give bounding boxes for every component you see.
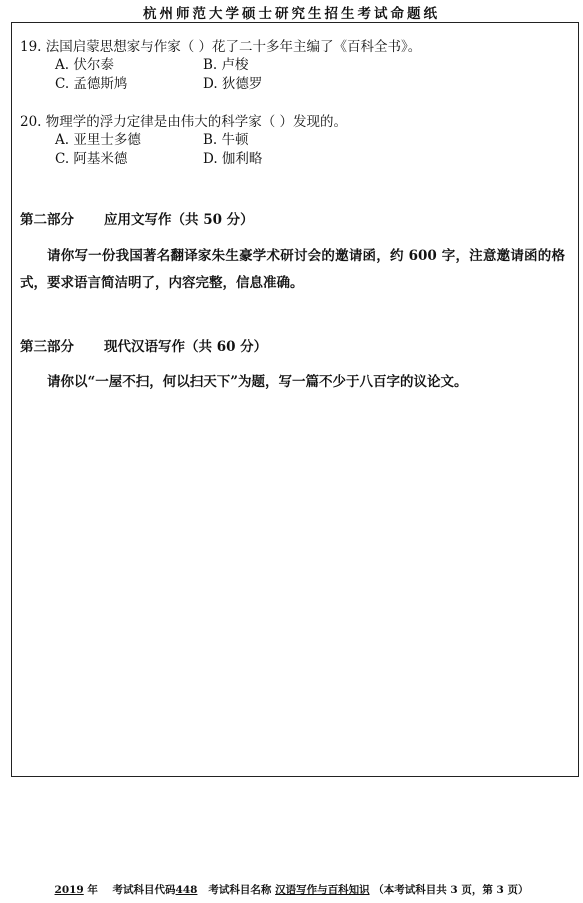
question-20-option-d: D. 伽利略: [203, 151, 263, 167]
section-2-title: 应用文写作（共 50 分）: [104, 212, 254, 228]
footer-year: 2019: [54, 884, 84, 896]
footer-name-label: 考试科目名称: [208, 884, 272, 896]
footer-year-label: 年: [87, 884, 98, 896]
question-19-stem: 19. 法国启蒙思想家与作家（ ）花了二十多年主编了《百科全书》。: [20, 39, 422, 55]
page-footer: [0, 882, 583, 897]
question-19-option-b: B. 卢梭: [203, 57, 249, 73]
footer-code: 448: [175, 884, 198, 896]
question-19-option-d: D. 狄德罗: [203, 76, 263, 92]
question-20-option-a: A. 亚里士多德: [55, 132, 141, 148]
footer-page-note: （本考试科目共 3 页，第 3 页）: [373, 884, 529, 896]
question-20-option-c: C. 阿基米德: [55, 151, 128, 167]
footer-code-label: 考试科目代码: [112, 884, 176, 896]
question-20-option-b: B. 牛顿: [203, 132, 249, 148]
section-2-heading: [20, 208, 254, 228]
question-19-option-a: A. 伏尔泰: [55, 57, 114, 73]
footer-subject-name: 汉语写作与百科知识: [275, 884, 370, 896]
section-3-part: 第三部分: [20, 339, 74, 355]
question-19-option-c: C. 孟德斯鸠: [55, 76, 128, 92]
section-3-prompt: 请你以“一屋不扫，何以扫天下”为题，写一篇不少于八百字的议论文。: [47, 374, 468, 390]
page-header-title: 杭州师范大学硕士研究生招生考试命题纸: [143, 6, 440, 22]
section-2-part: 第二部分: [20, 212, 74, 228]
section-3-title: 现代汉语写作（共 60 分）: [104, 339, 268, 355]
section-3-heading: [20, 335, 267, 355]
question-20-stem: 20. 物理学的浮力定律是由伟大的科学家（ ）发现的。: [20, 114, 348, 130]
section-2-prompt: 请你写一份我国著名翻译家朱生豪学术研讨会的邀请函，约 600 字，注意邀请函的格式，要求语言简洁明了，内容完整，信息准确。: [20, 248, 565, 291]
